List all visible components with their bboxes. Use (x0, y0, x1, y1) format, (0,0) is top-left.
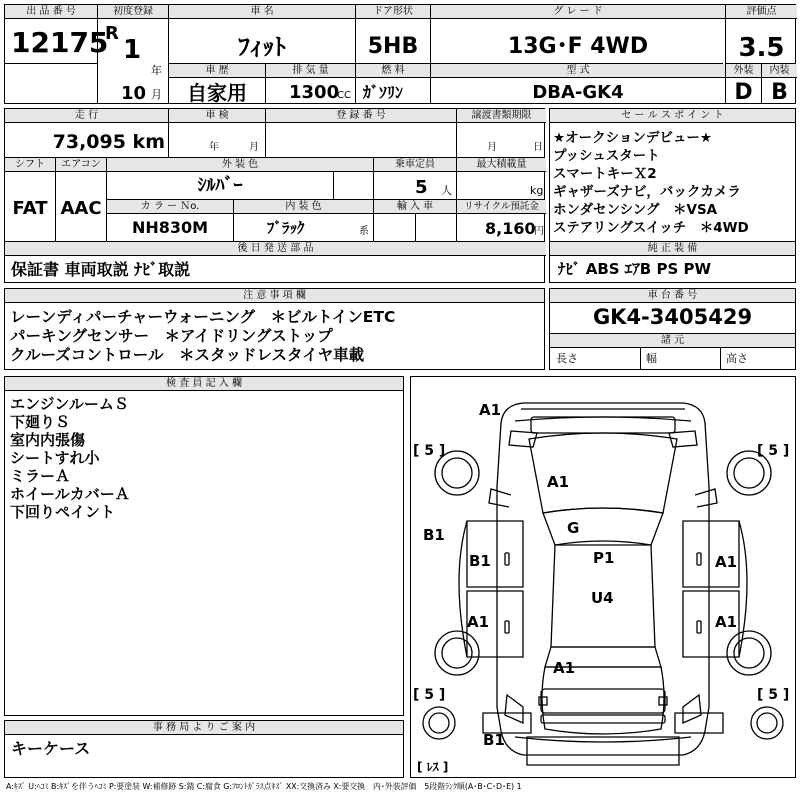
spare-tire: [ ﾚｽ ] (417, 760, 449, 774)
height-label: 高さ (726, 352, 748, 365)
insp-month-unit: 月 (249, 142, 259, 153)
aircon: AAC (60, 198, 102, 219)
sales-points-label: セ ー ル ス ポ イ ン ト (550, 109, 795, 123)
list-item: 室内内張傷 (10, 431, 86, 449)
list-item: レーンディパーチャーウォーニング ＊ビルトインETC (10, 308, 396, 326)
aircon-label: エアコン (56, 158, 106, 172)
score: 3.5 (738, 33, 785, 63)
mark-g-glass: G (567, 519, 580, 537)
max-load-label: 最大積載量 (457, 158, 546, 172)
displacement: 1300 (289, 82, 340, 103)
car-diagram (411, 377, 795, 777)
list-item: クルーズコントロール ＊スタッドレスタイヤ車載 (10, 346, 365, 364)
mark-a1-right-door: A1 (715, 553, 738, 571)
transfer-day-unit: 日 (533, 142, 543, 153)
list-item: 下回りペイント (10, 503, 116, 521)
list-item: パーキングセンサー ＊アイドリングストップ (10, 327, 333, 345)
ext-color: ｼﾙﾊﾞｰ (197, 175, 243, 196)
length-label: 長さ (556, 352, 578, 365)
history-label: 車 歴 (169, 64, 265, 78)
interior-grade: B (771, 80, 788, 105)
notes-list (10, 308, 395, 365)
fuel-label: 燃 料 (356, 64, 430, 78)
yen-unit: 円 (534, 226, 544, 237)
insp-year-unit: 年 (209, 142, 219, 153)
cc-unit: CC (337, 90, 351, 101)
first-reg-label: 初度登録 (98, 5, 168, 19)
dims-label: 諸 元 (550, 334, 795, 348)
inspector-list (10, 395, 130, 521)
reg-year: 1 (123, 35, 142, 65)
persons-unit: 人 (441, 184, 452, 197)
mark-u4-roof: U4 (591, 589, 614, 607)
color-no-label: カ ラ ー Ｎo. (107, 200, 233, 214)
mark-b1-rear: B1 (483, 731, 505, 749)
mark-a1-front: A1 (479, 401, 502, 419)
displacement-label: 排 気 量 (266, 64, 355, 78)
int-color: ﾌﾞﾗｯｸ (267, 219, 305, 237)
list-item: ミラーＡ (10, 467, 71, 485)
capacity: 5 (415, 177, 428, 198)
transfer-month-unit: 月 (487, 142, 497, 153)
tire-rear-left: [ 5 ] (413, 687, 446, 703)
details-table (4, 108, 545, 283)
list-item: ギャザーズナビ，バックカメラ (553, 184, 741, 200)
mark-a1-hood: A1 (547, 473, 570, 491)
capacity-label: 乗車定員 (374, 158, 456, 172)
tire-rear-right: [ 5 ] (757, 687, 790, 703)
inspection-label: 車 検 (169, 109, 265, 123)
later-parts: 保証書 車両取説 ﾅﾋﾞ取説 (11, 260, 191, 279)
mark-p1-roof: P1 (593, 549, 615, 567)
list-item: スマートキーＸ2 (553, 166, 657, 182)
shift-label: シフト (5, 158, 55, 172)
plate-label: 登 録 番 号 (266, 109, 456, 123)
mark-b1-left: B1 (423, 526, 445, 544)
door-type: 5HB (367, 34, 419, 59)
mileage: 73,095 km (52, 131, 165, 153)
list-item: ホイールカバーＡ (10, 485, 130, 503)
model-code: DBA-GK4 (532, 82, 624, 103)
history: 自家用 (187, 81, 247, 105)
car-name: ﾌｨｯﾄ (238, 33, 286, 61)
year-unit: 年 (151, 64, 162, 77)
tire-front-left: [ 5 ] (413, 443, 446, 459)
exterior-grade: D (734, 80, 753, 105)
mark-a1-right-rear: A1 (715, 613, 738, 631)
grade-label: グ レ ー ド (431, 5, 725, 19)
list-item: プッシュスタート (553, 148, 660, 164)
genuine-label: 純 正 装 備 (550, 242, 795, 256)
mark-a1-left-rear: A1 (467, 613, 490, 631)
sales-points-box (549, 108, 796, 283)
mileage-label: 走 行 (5, 109, 168, 123)
sales-points-list (553, 129, 749, 237)
list-item: ホンダセンシング ＊VSA (553, 202, 718, 218)
legend: A:ｷｽﾞ U:ﾍｺﾐ B:ｷｽﾞを伴うﾍｺﾐ P:要塗装 W:補修跡 S:錆 C:腐食 G:ﾌﾛﾝﾄｶﾞﾗｽ点ｷｽﾞ XX:交換済み X:要交換 内･外装評価 5段階ﾗﾝｸ順(A･B･C･D･E) 1 (6, 782, 522, 791)
list-item: ★オークションデビュー★ (553, 130, 712, 146)
lot-number: 12175 (11, 26, 109, 59)
month-unit: 月 (151, 88, 162, 101)
width-label: 幅 (646, 352, 657, 365)
genuine-equipment: ﾅﾋﾞ ABS ｴｱB PS PW (558, 260, 712, 278)
list-item: ステアリングスイッチ ＊4WD (553, 220, 749, 236)
lot-number-label: 出 品 番 号 (5, 5, 97, 19)
car-name-label: 車 名 (169, 5, 355, 19)
ext-color-label: 外 装 色 (107, 158, 373, 172)
tire-front-right: [ 5 ] (757, 443, 790, 459)
kg-unit: kg (530, 184, 544, 197)
chassis-label: 車 台 番 号 (550, 289, 795, 303)
office-label: 事 務 局 よ り ご 案 内 (5, 721, 403, 735)
era: R (105, 23, 119, 44)
color-no: NH830M (131, 218, 209, 237)
notes-label: 注 意 事 項 欄 (5, 289, 544, 303)
list-item: エンジンルームＳ (10, 395, 129, 413)
mark-b1-left-door: B1 (469, 552, 491, 570)
model-code-label: 型 式 (431, 64, 725, 78)
import-label: 輸 入 車 (374, 200, 456, 214)
inspector-box (4, 376, 404, 716)
reg-month: 10 (121, 83, 147, 104)
score-label: 評価点 (726, 5, 797, 19)
list-item: 下廻りＳ (10, 413, 71, 431)
transfer-label: 譲渡書類期限 (457, 109, 546, 123)
office-notes: キーケース (11, 739, 91, 758)
list-item: シートすれ小 (10, 449, 100, 467)
recycle-label: リサイクル預託金 (457, 200, 546, 214)
office-box (4, 720, 404, 778)
notes-box (4, 288, 545, 370)
chassis-number: GK4-3405429 (592, 305, 753, 329)
later-parts-label: 後 日 発 送 部 品 (5, 242, 546, 256)
fuel: ｶﾞｿﾘﾝ (363, 83, 404, 102)
chassis-box (549, 288, 796, 370)
header-table (4, 4, 796, 104)
door-label: ドア形状 (356, 5, 430, 19)
exterior-label: 外装 (726, 64, 761, 78)
kei-unit: 系 (359, 226, 369, 237)
interior-label: 内装 (762, 64, 797, 78)
grade: 13G･F 4WD (507, 34, 649, 59)
recycle: 8,160 (485, 219, 536, 238)
mark-a1-trunk: A1 (553, 659, 576, 677)
shift: FAT (12, 198, 48, 219)
int-color-label: 内 装 色 (234, 200, 373, 214)
inspector-label: 検 査 員 記 入 欄 (5, 377, 403, 391)
car-diagram-box (410, 376, 796, 778)
